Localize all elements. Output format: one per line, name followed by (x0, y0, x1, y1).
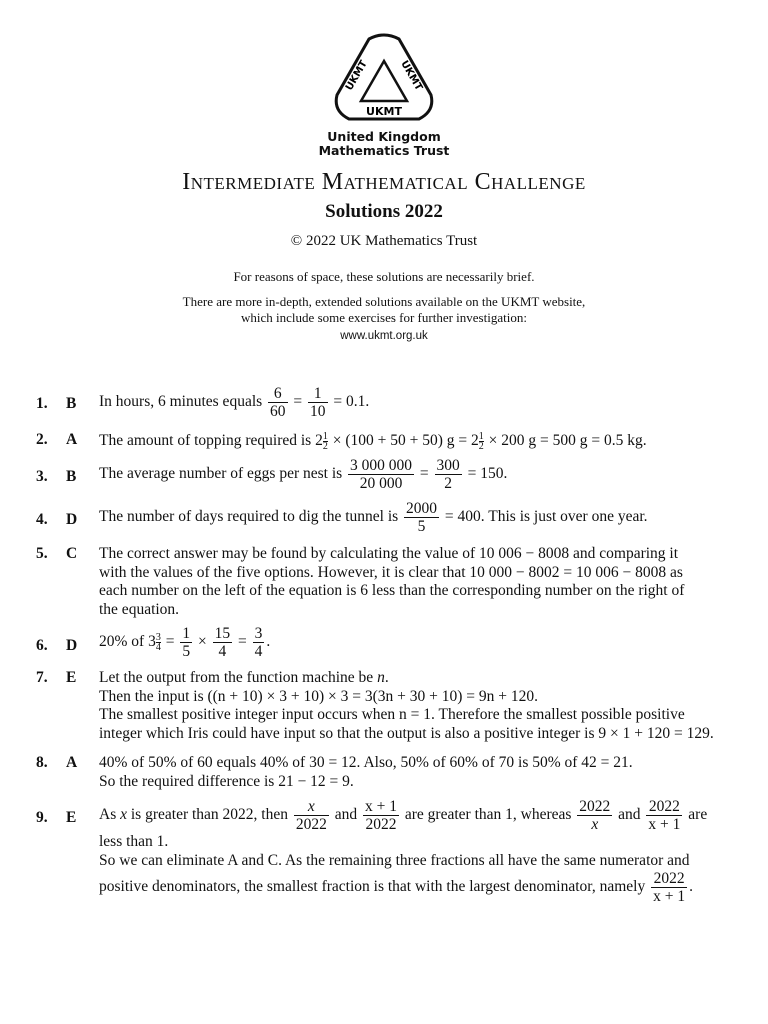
ukmt-logo (331, 33, 437, 125)
q8-line-2: So the required difference is 21 − 12 = 9. (99, 772, 354, 790)
question-answer: B (66, 468, 77, 485)
q3-fraction-2: $\frac{300}{2}$ (436, 457, 460, 492)
question-answer: E (66, 809, 77, 826)
q2-text-a: The amount of topping required is 2 (99, 432, 323, 449)
question-number: 3. (36, 468, 48, 485)
q9-fraction-2: $\frac{x + 1}{2022}$ (365, 798, 397, 833)
website-link[interactable]: www.ukmt.org.uk (340, 330, 428, 342)
logo-text-bottom: UKMT (366, 105, 402, 118)
q2-text-c: × 200 g = 500 g = 0.5 kg. (484, 432, 647, 449)
org-name-line1: United Kingdom (327, 129, 441, 144)
q6-equals-1: = (165, 633, 175, 651)
q3-result: = 150. (467, 465, 508, 483)
question-answer: C (66, 545, 78, 562)
question-number: 1. (36, 395, 48, 412)
q2-half-2: $\frac{1}{2}$ (478, 430, 484, 452)
question-2 (36, 430, 736, 452)
question-answer: B (66, 395, 77, 412)
q4-fraction: $\frac{2000}{5}$ (406, 500, 438, 535)
q9-line-3: So we can eliminate A and C. As the remaining three fractions all have the same numerator and (99, 851, 690, 869)
q1-text: In hours, 6 minutes equals (99, 393, 263, 411)
q3-text: The average number of eggs per nest is (99, 465, 343, 483)
q2-text-b: × (100 + 50 + 50) g = 2 (328, 432, 479, 449)
question-7 (36, 669, 736, 743)
question-1 (36, 385, 736, 420)
copyright: © 2022 UK Mathematics Trust (290, 233, 478, 249)
question-4 (36, 500, 736, 535)
note-brief: For reasons of space, these solutions are necessarily brief. (233, 269, 535, 284)
question-answer: E (66, 669, 77, 686)
q1-fraction-2: $\frac{1}{10}$ (310, 385, 326, 420)
q5-line-2: with the values of the five options. However, it is clear that 10 000 − 8002 = 10 006 − 8008 as (99, 563, 683, 581)
page-subtitle: Solutions 2022 (325, 201, 443, 222)
q3-fraction-1: $\frac{3 000 000}{20 000}$ (350, 457, 413, 492)
q1-fraction-1: $\frac{6}{60}$ (270, 385, 286, 420)
q4-result: = 400. This is just over one year. (444, 508, 648, 526)
page-title: Intermediate Mathematical Challenge (182, 169, 586, 195)
q9-line-2: less than 1. (99, 833, 169, 850)
question-answer: D (66, 511, 78, 528)
question-3 (36, 457, 736, 492)
question-answer: D (66, 637, 78, 654)
note-extended-1: There are more in-depth, extended solutions available on the UKMT website, (182, 294, 586, 309)
q5-line-1: The correct answer may be found by calculating the value of 10 006 − 8008 and comparing it (99, 545, 679, 562)
q5-line-3: each number on the left of the equation is 6 less than the corresponding number on the right of (99, 582, 685, 599)
q6-fraction-2: $\frac{15}{4}$ (214, 625, 231, 660)
q7-line-4: integer which Iris could have input so that the output is also a positive integer is 9 × 1 + 120 = 129. (99, 724, 714, 742)
question-number: 5. (36, 545, 48, 562)
q7-line-3: The smallest positive integer input occurs when n = 1. Therefore the smallest possible positive (99, 706, 685, 723)
question-9 (36, 798, 736, 905)
q6-period: . (266, 633, 271, 651)
logo-text-right: UKMT (398, 58, 425, 93)
question-answer: A (66, 754, 78, 771)
question-number: 4. (36, 511, 48, 528)
logo-text-left: UKMT (343, 58, 370, 93)
q6-mixed-fraction: $\frac{3}{4}$ (155, 632, 161, 653)
q9-line-4: positive denominators, the smallest fraction is that with the largest denominator, namely $\frac{2022}{x + 1}$ . (99, 870, 693, 905)
question-5 (36, 545, 736, 619)
q9-line-1: As x is greater than 2022, then $\frac{x}{2022}$ and $\frac{x + 1}{2022}$ are greater than 1, whereas $\frac{2022}{x}$ and $\frac{2022}{x + 1}$ are (99, 798, 708, 833)
q6-fraction-1: $\frac{1}{5}$ (182, 625, 191, 660)
q9-fraction-5: $\frac{2022}{x + 1}$ (653, 870, 686, 905)
q4-text: The number of days required to dig the tunnel is (99, 508, 399, 526)
q9-fraction-4: $\frac{2022}{x + 1}$ (648, 798, 681, 833)
q6-times: × (197, 633, 207, 651)
org-name-line2: Mathematics Trust (318, 143, 450, 158)
question-6 (36, 625, 736, 660)
q9-fraction-3: $\frac{2022}{x}$ (579, 798, 611, 833)
question-number: 9. (36, 809, 48, 826)
question-number: 8. (36, 754, 48, 771)
question-number: 6. (36, 637, 48, 654)
q6-equals-2: = (237, 633, 247, 651)
question-8 (36, 754, 736, 791)
question-answer: A (66, 431, 78, 448)
q6-fraction-3: $\frac{3}{4}$ (254, 625, 263, 660)
question-number: 2. (36, 431, 48, 448)
q7-line-2: Then the input is ((n + 10) × 3 + 10) × 3 = 3(3n + 30 + 10) = 9n + 120. (99, 687, 539, 705)
note-extended-2: which include some exercises for further investigation: (241, 310, 527, 325)
q9-fraction-1: $\frac{x}{2022}$ (295, 798, 327, 833)
q2-half-1: $\frac{1}{2}$ (322, 430, 328, 452)
q1-equals: = (293, 393, 303, 411)
q7-line-1: Let the output from the function machine be n. (99, 669, 389, 686)
q5-line-4: the equation. (99, 600, 180, 618)
question-number: 7. (36, 669, 48, 686)
q6-text: 20% of 3 (99, 633, 156, 651)
q1-result: = 0.1. (333, 393, 370, 411)
q3-equals: = (419, 465, 429, 483)
q8-line-1: 40% of 50% of 60 equals 40% of 30 = 12. Also, 50% of 60% of 70 is 50% of 42 = 21. (99, 754, 633, 771)
